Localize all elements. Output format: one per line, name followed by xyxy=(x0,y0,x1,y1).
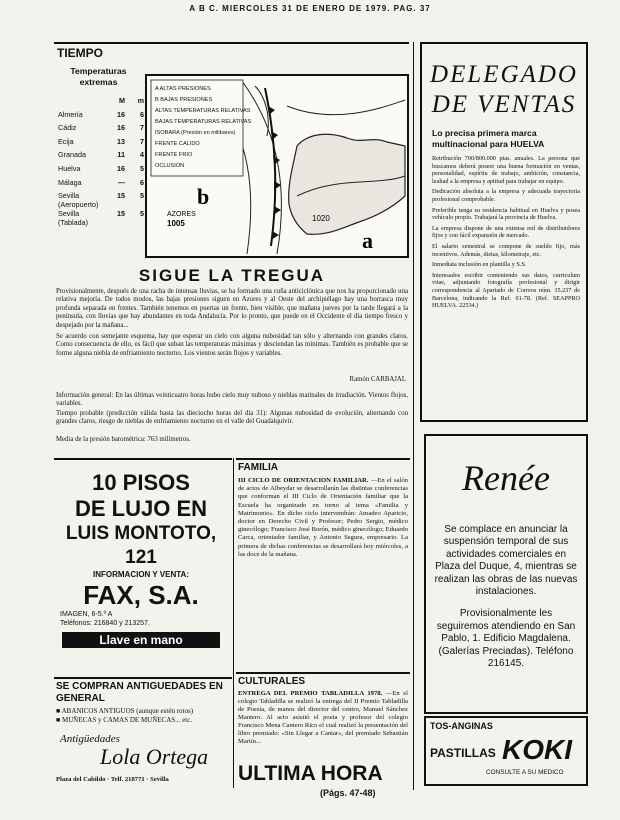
temps-min: 5 xyxy=(140,209,144,219)
temps-max: 11 xyxy=(117,150,125,160)
legend-item: ISOBARA (Presión en milibares) xyxy=(155,130,236,136)
temps-max: 15 xyxy=(117,191,125,201)
culturales-text xyxy=(238,690,408,746)
temps-row xyxy=(56,209,146,227)
antig-script2: Lola Ortega xyxy=(100,744,209,769)
koki-brand: KOKI xyxy=(502,734,572,765)
temps-row xyxy=(56,110,146,124)
temps-city: Granada xyxy=(58,150,86,160)
bullet-icon: ■ xyxy=(56,707,62,715)
renee-ad xyxy=(424,434,588,714)
koki-pastillas: PASTILLAS xyxy=(430,746,496,760)
map-p2: 1020 xyxy=(312,214,330,223)
koki-top: TOS-ANGINAS xyxy=(430,721,493,731)
delegado-title1: DELEGADO xyxy=(430,61,578,88)
koki-consult: CONSULTE A SU MEDICO xyxy=(486,769,564,776)
antig-item-1 xyxy=(56,707,232,716)
koki-ad xyxy=(424,716,588,786)
culturales-head: ENTREGA DEL PREMIO TABLADILLA 1978. xyxy=(238,690,383,697)
temps-table xyxy=(56,96,146,227)
familia-body: —En el salón de actos de Albeydar se desarrollarán las distintas conferencias que conforman el III Ciclo de Orientación familiar que la Escuela ha organizado en torno al tema «Familia y Matrimonio». En dicho ciclo intervendrán: Amadeo Aparicio, doctor en Derecho Civil y Profesor; Pedro Sergio, médico ginecólogo; Francisco José Borón, médico ginecólogo; Eduardo Carca, orientador familiar, y Antonio Segura, empresario. La primera de dichas conferencias se desarrollará hoy miércoles, a las doce de la mañana. xyxy=(238,477,408,558)
weather-map xyxy=(145,74,409,258)
delegado-paras xyxy=(422,150,586,310)
temps-row xyxy=(56,150,146,164)
pisos-l1: 10 PISOS xyxy=(92,470,190,495)
antig-item-2 xyxy=(56,716,232,725)
culturales-label: CULTURALES xyxy=(238,676,306,687)
pisos-l7: Teléfonos: 216840 y 213257. xyxy=(60,620,150,627)
pisos-ad xyxy=(56,470,226,660)
pisos-l3: LUIS MONTOTO, 121 xyxy=(65,523,217,568)
temps-max: — xyxy=(117,177,125,187)
temps-city: Cádiz xyxy=(58,123,77,133)
temps-min: 5 xyxy=(140,191,144,201)
tiempo-info: Información general: En las últimas veinticuatro horas hubo cielo muy nuboso y nieblas matinales de irradiación. Vientos flojos, variables. xyxy=(56,392,408,408)
temps-city: Sevilla (Tablada) xyxy=(58,209,88,228)
temps-city: Sevilla (Aeropuerto) xyxy=(58,191,99,210)
temps-row xyxy=(56,191,146,209)
familia-rule xyxy=(236,458,410,460)
legend-item: B BAJAS PRESIONES xyxy=(155,97,213,103)
legend-item: BAJAS TEMPERATURAS RELATIVAS xyxy=(155,119,252,125)
map-b: b xyxy=(197,184,210,209)
delegado-para: Inmediata inclusión en plantilla y S.S. xyxy=(432,261,527,269)
delegado-title2: DE VENTAS xyxy=(431,91,577,118)
temps-row xyxy=(56,123,146,137)
temps-min: 7 xyxy=(140,136,144,146)
delegado-para: Retribución 700/800.000 ptas. anuales. La persona que buscamos deberá poseer una buena formación en ventas, personalidad, espíritu de trabajo, ambición, constancia, lealtad a la empresa y aptitud para trabajar en equipo. xyxy=(432,155,580,185)
ultima-title: ULTIMA HORA xyxy=(238,762,383,785)
tiempo-pressure: Media de la presión barométrica: 763 milímetros. xyxy=(56,436,191,443)
legend-item: FRENTE FRIO xyxy=(155,152,193,158)
delegado-subtitle: Lo precisa primera marca multinacional para HUELVA xyxy=(432,128,545,149)
pisos-l8: Llave en mano xyxy=(62,632,220,648)
tiempo-probable: Tiempo probable (predicción válida hasta las dieciocho horas del día 31): Algunas nubosidad de evolución, alternando con grandes claros, riesgo de nieblas de enfriamiento nocturno en el valle del Guadalquivir. xyxy=(56,410,408,426)
map-azores: AZORES xyxy=(167,211,196,218)
antig-script1: Antigüedades xyxy=(60,733,120,745)
temps-city: Huelva xyxy=(58,163,81,173)
ultima-pages: (Págs. 47-48) xyxy=(320,788,376,798)
col-divider-right xyxy=(413,42,414,790)
temps-min: 6 xyxy=(140,109,144,119)
temps-max: 16 xyxy=(117,123,125,133)
renee-text1: Se complace en anunciar la suspensión temporal de sus actividades comerciales en Plaza del Duque, 4, mientras se realizan las obras de las nuevas instalaciones. xyxy=(434,524,578,598)
temps-title: Temperaturas extremas xyxy=(70,66,127,87)
temps-max: 13 xyxy=(117,136,125,146)
map-a: a xyxy=(362,228,373,253)
temps-col-max: M xyxy=(119,96,125,105)
legend-item: ALTAS TEMPERATURAS RELATIVAS xyxy=(155,108,251,114)
temps-col-min: m xyxy=(137,96,144,105)
tiempo-rule xyxy=(54,42,409,44)
temps-max: 16 xyxy=(117,163,125,173)
temps-row xyxy=(56,137,146,151)
tiempo-body2: Se acuerdo con semejante esquema, hay que esperar un cielo con alguna nubosidad tan sólo y alternando con grandes claros. Como consecuencia de ello, es fácil que suban las temperaturas máximas y desciendan las mínimas. También es probable que se forme alguna niebla de enfriamiento nocturno. Los vientos serán flojos y variables. xyxy=(56,333,408,357)
temps-max: 16 xyxy=(117,109,125,119)
temps-max: 15 xyxy=(117,209,125,219)
familia-text xyxy=(238,477,408,559)
renee-text2: Provisionalmente les seguiremos atendiendo en San Pablo, 1. Edificio Magdalena. (Galerías Preciadas). Teléfono 216145. xyxy=(436,608,576,670)
legend-item: A ALTAS PRESIONES xyxy=(155,86,211,92)
delegado-para: El salario semestral se compone de sueldo fijo, más incentivos. Además, dietas, kilometraje, etc. xyxy=(432,242,580,258)
delegado-para: Dedicación absoluta a la empresa y adecuada trayectoria profesional comprobable. xyxy=(432,188,580,203)
familia-label: FAMILIA xyxy=(238,462,278,473)
antig-item-2-text: MUÑECAS y CAMAS DE MUÑECAS... etc. xyxy=(61,715,193,724)
bullet-icon: ■ xyxy=(56,715,62,724)
antig-address: Plaza del Cabildo · Telf. 218771 · Sevilla xyxy=(56,776,169,783)
renee-logo: Renée xyxy=(462,458,550,498)
antig-title: SE COMPRAN ANTIGUEDADES EN GENERAL xyxy=(56,681,223,704)
culturales-rule xyxy=(236,672,410,674)
pisos-l5: FAX, S.A. xyxy=(83,580,199,610)
delegado-para: Preferible tenga su residencia habitual en Huelva y posea vehículo propio. Trabajará la provincia de Huelva. xyxy=(432,206,580,222)
antig-rule xyxy=(54,677,232,679)
familia-head: III CICLO DE ORIENTACION FAMILIAR. xyxy=(238,477,369,484)
temps-row xyxy=(56,164,146,178)
temps-min: 6 xyxy=(140,177,144,187)
temps-header-row xyxy=(56,96,146,110)
antig-item-1-text: ABANICOS ANTIGUOS (aunque estén rotos) xyxy=(61,707,194,715)
weather-map-svg xyxy=(147,76,407,256)
tiempo-signature: Ramón CARBAJAL xyxy=(349,376,406,383)
tiempo-body1: Provisionalmente, después de una racha de intensas lluvias, se ha formado una cuña anticiclónica que nos ha proporcionado una relativa mejoría. De todos modos, las bajas presiones siguen en Azores y al Oeste del archipiélago hay una borrasca muy profunda separada en frentes. También tenemos en puertas un frente, bien visible, que mañana jueves por la tarde llegará a la península, con lluvias que hay abundantes en toda Andalucía. Por lo pronto, que puede en el Occidente el día tiempo fresco y despejado por la mañana... xyxy=(56,288,408,329)
legend-item: FRENTE CALIDO xyxy=(155,141,200,147)
temps-table-wrap xyxy=(56,96,146,227)
iberia-coast xyxy=(289,134,405,234)
col-divider-left xyxy=(233,458,234,788)
antig-items xyxy=(56,707,232,724)
pisos-l6: IMAGEN, 6-5.º A xyxy=(60,611,113,618)
pisos-rule xyxy=(54,458,232,460)
temps-row xyxy=(56,178,146,192)
tiempo-headline: SIGUE LA TREGUA xyxy=(138,266,326,285)
pisos-l2: DE LUJO EN xyxy=(74,496,208,521)
culturales-body: —En el colegio Tabladilla se realizó la entrega del II Premio Tabladilla de Poesía, de manos del director del centro, Manuel Sánchez Mantero. Al acto asistió el poeta y profesor del colegio Francisco Mena Cantero Rico el cual realizó la presentación del libro premiado: «Sin Llegar a Cantar», del premiado Sebastián Martín... xyxy=(238,690,409,745)
delegado-para: La empresa dispone de una extensa red de distribuidores fijos y con fácil expansión de mercado. xyxy=(432,224,580,240)
masthead: A B C. MIERCOLES 31 DE ENERO DE 1979. PAG. 37 xyxy=(189,4,431,13)
delegado-ad xyxy=(420,42,588,422)
pisos-l4: INFORMACION Y VENTA: xyxy=(92,570,189,579)
temps-city: Almería xyxy=(58,109,83,119)
temps-min: 5 xyxy=(140,163,144,173)
legend-box xyxy=(151,80,243,176)
tiempo-label: TIEMPO xyxy=(57,46,104,60)
legend-item: OCLUSION xyxy=(155,163,185,169)
delegado-para: Interesados escribir conteniendo sus datos, curriculum vitae, adjuntando fotografía profesional y dirigir correspondencia al Apartado de Correos núm. 35.237 de Barcelona, indicando la Ref. 01-78. (Ref. SEAPPRO HUELVA. 22534.) xyxy=(432,271,580,310)
temps-city: Ecija xyxy=(58,136,74,146)
map-p1: 1005 xyxy=(167,219,185,228)
temps-city: Málaga xyxy=(58,177,82,187)
temps-min: 4 xyxy=(140,150,144,160)
temps-min: 7 xyxy=(140,123,144,133)
isobar-3 xyxy=(287,100,405,115)
